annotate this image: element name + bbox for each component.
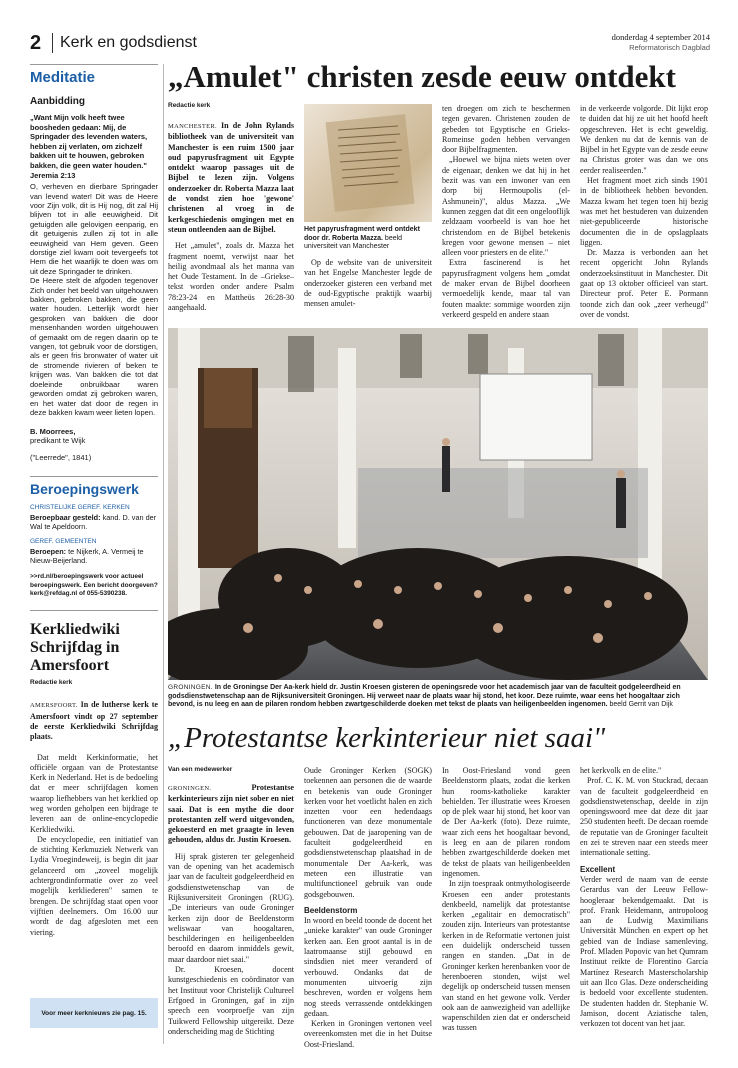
kerkliedwiki-paragraph: Dat meldt Kerkinformatie, het officiële orgaan van de Protestantse Kerk in Nederland. Het is de bedoeling dat er meer schrijfdagen komen waarop liefhebbers van het kerklied op weg worden geholpen een bijdrage te leveren aan de online-encyclopedie Kerkliedwiki. — [30, 752, 158, 834]
paragraph: Het „amulet", zoals dr. Mazza het fragment noemt, verwijst naar het heilig avondmaal als het manna van het Oude Testament. In de –Griekse– tekst worden onder andere Psalm 78:23-24 en Mattheüs 26:28-30 aangehaald. — [168, 241, 294, 313]
art2-col1 — [168, 766, 294, 1037]
byline: Van een medewerker — [168, 766, 233, 773]
art1-body-1 — [168, 121, 294, 313]
dateline: AMERSFOORT. — [30, 702, 78, 710]
paragraph: In woord en beeld toonde de docent het „unieke karakter" van oude Groninger kerken aan. Een groot aantal is in de laatromaanse stijl gebouwd en sindsdien niet meer veranderd of verbouwd. Ondanks dat de monumenten uitvoerig zijn beschreven, worden er volgens hem nog steeds verrassende ontdekkingen gedaan. — [304, 916, 432, 1018]
paragraph: Hij sprak gisteren ter gelegenheid van de opening van het academisch jaar van de faculteit godgeleerdheid en godsdienstwetenschap van de Rijksuniversiteit Groningen (RUG). „De interieurs van oude Groninger kerken zijn door de Beeldenstorm weliswaar van hoogaltaren, beschilderingen en heiligenbeelden beroofd en daarom inmiddels gewit, maar daardoor niet saai." — [168, 851, 294, 964]
section-title: Kerk en godsdienst — [60, 34, 197, 51]
caption-credit: beeld Gerrit van Dijk — [609, 701, 673, 709]
more-news-link[interactable] — [30, 998, 158, 1028]
church-interior-image — [168, 328, 708, 680]
dateline: MANCHESTER. — [168, 123, 217, 130]
paragraph: In zijn toespraak ontmythologiseerde Kroesen een ander protestants denkbeeld, namelijk dat protestantse kerken „egalitair en democratisch" zouden zijn. Interieurs van protestantse kerken in de Reformatie vertonen juist een duidelijk onderscheid tussen rangen en standen. „Dat in de Groninger kerken herenbanken voor de herenboeren stonden, wijst wel degelijk op onderscheid tussen mensen van stand en het gewone volk. Verder ook aan de aanwezigheid van adellijke wapenschilden zien dat er onderscheid was tussen — [442, 879, 570, 1033]
kerkliedwiki-byline: Redactie kerk — [30, 679, 73, 687]
paragraph: Op de website van de universiteit van het Engelse Manchester legde de onderzoeker gisteren een verband met de oud-Egyptische praktijk waarbij mensen amulet- — [304, 258, 432, 309]
paragraph: Oude Groninger Kerken (SOGK) toekennen aan personen die de waarde en betekenis van oude Groninger kerken voor het voetlicht halen en zich inzetten voor een hedendaags functioneren van deze monumentale gebouwen. Dat de jaaropening van de faculteit godgeleerdheid en godsdienstwetenschap plaatshad in de monumentale Der Aa-kerk, was meteen een illustratie van multifunctioneel gebruik van oude godsgebouwen. — [304, 766, 432, 899]
meditatie-source: ("Leerrede", 1841) — [30, 453, 92, 463]
sidebar — [30, 64, 158, 1054]
paragraph: het kerkvolk en de elite." — [580, 766, 662, 775]
papyrus-fragment-image — [304, 104, 432, 222]
meditatie-quote: „Want Mijn volk heeft twee boosheden gedaan: Mij, de Springader des levenden waters, hebben zij verlaten, om zichzelf bakken uit te houwen, gebroken bakken, die geen water houden." Jeremia 2:13 — [30, 113, 148, 180]
article-headline: „Protestantse kerkinterieur niet saai" — [168, 722, 606, 754]
caption-credit: beeld universiteit van Manchester — [304, 234, 403, 251]
article-amulet — [168, 60, 708, 322]
paragraph: Kerken in Groningen vertonen veel overeenkomsten met die in het Duitse Oost-Friesland. — [304, 1019, 432, 1049]
header-paper: Reformatorisch Dagblad — [629, 43, 710, 52]
art2-col3 — [442, 766, 570, 1034]
meditatie-author-role: predikant te Wijk — [30, 436, 86, 446]
header-divider — [52, 33, 53, 53]
meditatie-title: Aanbidding — [30, 96, 85, 107]
art2-lead: Protestantse kerkinterieurs zijn niet sober en niet saai. Dat is een mythe die door protestanten zelf werd uitgevonden, gekoesterd en met graagte in leven gehouden, aldus dr. Justin Kroesen. — [168, 783, 294, 845]
paragraph: Het fragment moet zich sinds 1901 in de bibliotheek hebben bevonden. Mazza kwam het tegen toen hij bezig was met het bestuderen van duizenden niet-gepubliceerde historische documenten die in de opslagplaats liggen. — [580, 176, 708, 247]
kerkliedwiki-title: Kerkliedwiki Schrijfdag in Amersfoort — [30, 621, 120, 675]
divider — [30, 610, 158, 611]
paragraph: Dr. Kroesen, docent kunstgeschiedenis en coördinator van het Instituut voor Christelijk Cultureel Erfgoed in Groningen, gaf in zijn speech een voorproefje van zijn Tuikwerd Fellowship uitgereikt. Deze onderscheiding mag de Stichting — [168, 965, 294, 1036]
art2-col4 — [580, 766, 708, 1029]
beroep-text: kand. D. van der Wal te Apeldoorn. — [30, 512, 157, 531]
divider — [30, 476, 158, 477]
church-photo-caption — [168, 684, 708, 710]
caption-text: Het papyrusfragment werd ontdekt door dr. Roberta Mazza. — [304, 226, 420, 242]
kerkliedwiki-lead: In de lutherse kerk te Amersfoort vindt op 27 september de eerste Kerkliedwiki Schrijfdag plaats. — [30, 700, 158, 742]
church-name: GEREF. GEMEENTEN — [30, 538, 97, 546]
paragraph: ten droegen om zich te beschermen tegen gevaren. Christenen zouden de gebeden tot Egyptische en Grieks-Romeinse goden hebben vervangen door Bijbelfragmenten. — [442, 104, 570, 155]
beroepingswerk-group — [30, 537, 158, 565]
art1-col2 — [304, 258, 432, 309]
article-headline: „Amulet" christen zesde eeuw ontdekt — [168, 59, 676, 94]
paragraph: Extra fascinerend is het papyrusfragment volgens hem „omdat de maker ervan de Bijbel doorheen vermoedelijk kende, maar tal van fouten maakte: sommige woorden zijn verkeerd gespeld en andere staan — [442, 258, 570, 319]
page-header — [30, 30, 710, 56]
subhead: Beeldenstorm — [304, 905, 358, 915]
beroep-label: Beroepen: — [30, 546, 67, 556]
beroep-label: Beroepbaar gesteld: — [30, 512, 101, 522]
dateline: GRONINGEN. — [168, 785, 212, 792]
meditatie-heading: Meditatie — [30, 69, 96, 86]
byline: Redactie kerk — [168, 102, 211, 109]
art1-col4 — [580, 104, 708, 320]
paragraph: In Oost-Friesland vond geen Beeldenstorm plaats, zodat die kerken hun rooms-katholieke karakter behielden. Ter illustratie wees Kroesen op de plek waar hij stond, het koor van de Der Aa-kerk (foto). Deze ruimte, waar zich eens het hoogaltaar bevond, is leeg en aan de pilaren rondom hebben zwartgeschilderde doeken met de tekst de plaats van heiligenbeelden ingenomen. — [442, 766, 570, 878]
beroep-text: te Nijkerk, A. Vermeij te Nieuw-Beijerland. — [30, 546, 144, 565]
meditatie-paragraph: O, verheven en dierbare Springader van levend water! Dit was de Heere voor Zijn volk, dit is Hij nog, dit zal Hij blijven tot in alle eeuwigheid. Dit getuigden alle gelovigen eenparig, en dit getuigenis zullen zij tot in alle eeuwigheid van Hem geven. Geen dorstige ziel kwam ooit tevergeefs tot Hem die het waarlijk te doen was om uit deze Springader te drinken. — [30, 182, 158, 276]
church-photo — [168, 328, 708, 680]
paragraph: „Hoewel we bijna niets weten over de eigenaar, denken we dat hij in het bezit was van een inwoner van een dorp bij Hermoupolis (el-Ashmunein)", aldus Mazza. „We kunnen zeggen dat dit een ongelooflijk zeldzaam voorbeeld is van hoe het christendom en de Bijbel betekenis kregen voor gewone mensen – niet alleen voor priesters en de elite." — [442, 155, 570, 258]
papyrus-caption — [304, 226, 432, 252]
art1-col3 — [442, 104, 570, 320]
paragraph: Prof. C. K. M. von Stuckrad, decaan van de faculteit godgeleerdheid en godsdienstwetenschap, deelde in zijn openingswoord mee dat deze dit jaar 250 studenten heeft. De decaan roemde de reputatie van de Groninger faculteit en zei te streven naar een steeds meer internationale setting. — [580, 776, 708, 858]
meditatie-body — [30, 182, 158, 417]
art2-body-1 — [168, 783, 294, 1037]
paragraph: in de verkeerde volgorde. Dit lijkt erop te duiden dat hij ze uit het hoofd heeft opgeschreven. Het is echt geweldig. We denken nu dat de kennis van de Bijbel in het Egypte van de zesde eeuw na Christus groter was dan we ons eerder realiseerden." — [580, 104, 708, 175]
caption-place: GRONINGEN. — [168, 684, 213, 691]
subhead: Excellent — [580, 864, 616, 874]
header-date: donderdag 4 september 2014 — [611, 32, 710, 42]
beroepingswerk-footer[interactable]: >>rd.nl/beroepingswerk voor actueel beroepingswerk. Een bericht doorgeven? kerk@refdag.nl of 055-5390238. — [30, 573, 158, 597]
meditatie-paragraph: De Heere stelt de afgoden tegenover Zich onder het beeld van uitgehouwen bakken, gebroken bakken, die geen water houden. Letterlijk wordt hier gesproken van bakken die door mensenhanden worden uitgehouwen of gemaakt om de regen daarin op te vangen, tot gebruik voor de dorstigen, als er geen fris bronwater of water uit de stromende rivieren of beken te krijgen was. Van bakken die tot dat doeleinde onbruikbaar waren geworden omdat zij gebroken waren, en het water dat door de regen in deze bakken kwam weer lieten lopen. — [30, 276, 158, 417]
art1-lead: In de John Rylands bibliotheek van de universiteit van Manchester is een ruim 1500 jaar oud papyrusfragment uit Egypte ontdekt waarop passages uit de Bijbel te lezen zijn. Volgens onderzoeker dr. Roberta Mazza laat de vondst zien hoe 'gewone' christenen al vroeg in de kerkgeschiedenis omgingen met en steun ontleenden aan de Bijbel. — [168, 121, 294, 234]
art1-col1 — [168, 102, 294, 313]
caption-text: In de Groningse Der Aa-kerk hield dr. Justin Kroesen gisteren de openingsrede voor het academisch jaar van de faculteit godgeleerdheid en godsdienstwetenschap aan de Rijksuniversiteit Groningen. Hij verweet naar de plaats waar hij stond, het koor. Deze ruimte, waar eens het hoogaltaar zich bevond, is nu leeg en aan de pilaren rondom hebben zwartgeschilderde doeken met tekst de plaats van heiligenbeelden ingenomen. — [168, 684, 681, 709]
beroepingswerk-heading: Beroepingswerk — [30, 481, 139, 498]
papyrus-photo — [304, 104, 432, 222]
church-name: CHRISTELIJKE GEREF. KERKEN — [30, 504, 130, 512]
kerkliedwiki-body — [30, 700, 158, 938]
more-news-label: Voor meer kerknieuws zie pag. 15. — [41, 1009, 147, 1017]
paragraph: Dr. Mazza is verbonden aan het recent opgericht John Rylands onderzoeksinstituut in Manchester. Dit gaat op 13 oktober officieel van start. Directeur prof. Peter E. Pormann toonde zich dan ook „zeer verheugd" over de vondst. — [580, 248, 708, 319]
beroepingswerk-group — [30, 503, 158, 531]
art2-col2 — [304, 766, 432, 1050]
divider — [30, 64, 158, 65]
meditatie-author: B. Moorrees, — [30, 427, 76, 437]
paragraph: Verder werd de naam van de eerste Gerardus van der Leeuw Fellow-hoogleraar bekendgemaakt. Dat is prof. Frank Heidemann, antropoloog aan de Ludwig Maximilians Universität München en expert op het gebied van de Indiase samenleving. Prof. Mladen Popovic van het Qumram Instituut reikte de Florentino García Martínez Research Masterscholarship uit aan Ilco Glas. Deze onderscheiding is bedoeld voor excellente studenten. De studenten hadden dr. Stephanie W. Jamison, docent Aziatische talen, verkozen tot docent van het jaar. — [580, 874, 708, 1029]
article-kerkinterieur — [168, 722, 708, 1052]
column-rule — [163, 64, 164, 1044]
page-number: 2 — [30, 32, 42, 54]
kerkliedwiki-paragraph: De encyclopedie, een initiatief van de stichting Kerkmuziek Netwerk van Lydia Vroegindeweij, is begin dit jaar gelanceerd om „zoveel mogelijk achtergrondinformatie over zo veel mogelijk kerkliederen" samen te brengen. De schrijfdag staat open voor vijftien deelnemers. Om 16.00 uur wordt de dag afgesloten met een viering. — [30, 834, 158, 937]
